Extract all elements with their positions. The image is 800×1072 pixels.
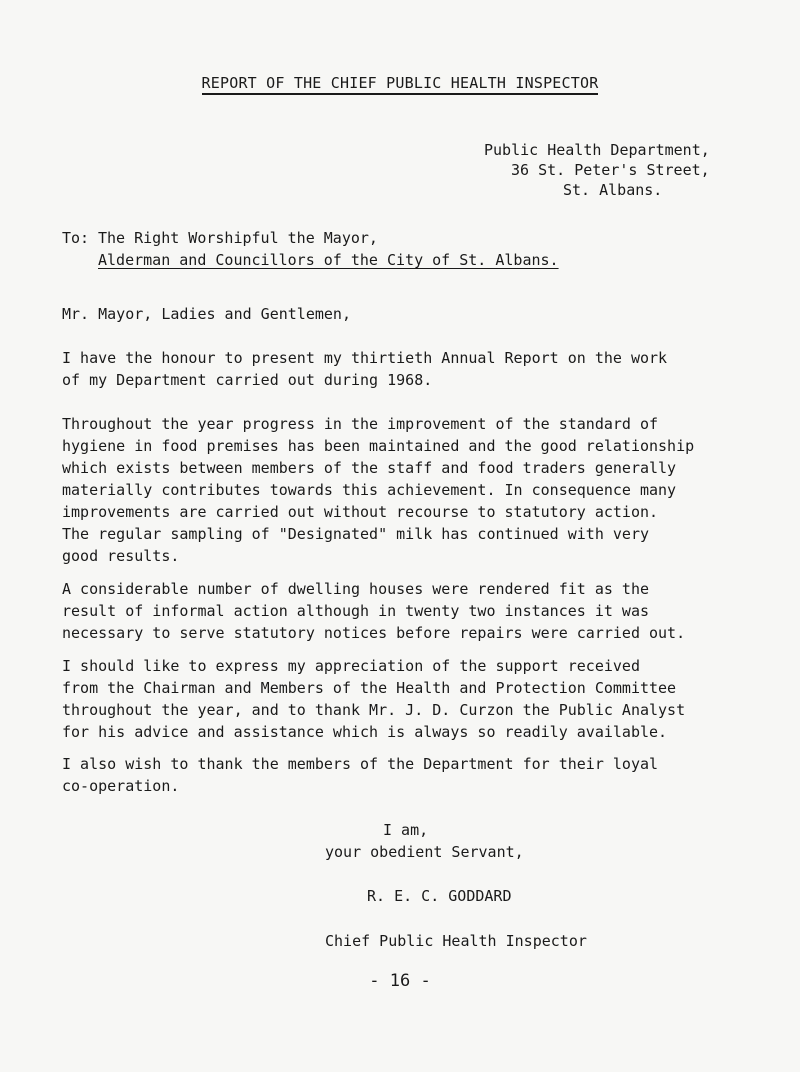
paragraph-5 bbox=[62, 655, 752, 743]
recipient-block bbox=[62, 227, 559, 271]
paragraph-text: The regular sampling of "Designated" milk has continued with very good results. bbox=[62, 525, 649, 565]
paragraph-2 bbox=[62, 413, 752, 523]
closing-line-1: I am, bbox=[383, 821, 429, 839]
recipient-line-1: The Right Worshipful the Mayor, bbox=[98, 229, 378, 247]
signatory-position: Chief Public Health Inspector bbox=[325, 932, 587, 950]
recipient-line-2: Alderman and Councillors of the City of St. Albans. bbox=[98, 251, 559, 269]
salutation-text: Mr. Mayor, Ladies and Gentlemen, bbox=[62, 305, 351, 323]
report-title-text: REPORT OF THE CHIEF PUBLIC HEALTH INSPECTOR bbox=[202, 74, 599, 95]
paragraph-3 bbox=[62, 523, 752, 567]
report-title bbox=[0, 74, 800, 92]
recipient-label: To: bbox=[62, 229, 90, 247]
sender-address bbox=[484, 140, 710, 200]
paragraph-6 bbox=[62, 753, 752, 797]
paragraph-text: I also wish to thank the members of the Department for their loyal co-operation. bbox=[62, 755, 659, 795]
paragraph-text: A considerable number of dwelling houses were rendered fit as the result of informal action although in twenty two instances it was necessary to serve statutory notices before repairs were carried out. bbox=[62, 580, 686, 642]
paragraph-4 bbox=[62, 578, 752, 644]
recipient-row-1 bbox=[62, 227, 559, 249]
page-number: - 16 - bbox=[369, 971, 431, 991]
paragraph-text: I should like to express my appreciation of the support received from the Chairman and Members of the Health and Protection Committee throughout the year, and to thank Mr. J. D. Curzon the Public Analyst for his advice and assistance which is always so readily available. bbox=[62, 657, 686, 741]
closing-line-2: your obedient Servant, bbox=[325, 843, 524, 861]
address-line-3: St. Albans. bbox=[563, 181, 663, 199]
address-line-2: 36 St. Peter's Street, bbox=[511, 161, 710, 179]
closing-block bbox=[325, 819, 587, 952]
signatory-name: R. E. C. GODDARD bbox=[367, 887, 512, 905]
paragraph-1 bbox=[62, 347, 752, 391]
paragraph-text: I have the honour to present my thirtieth Annual Report on the work of my Department carried out during 1968. bbox=[62, 349, 668, 389]
salutation bbox=[62, 303, 752, 325]
address-line-1: Public Health Department, bbox=[484, 141, 710, 159]
paragraph-text: Throughout the year progress in the improvement of the standard of hygiene in food premises has been maintained and the good relationship which exists between members of the staff and food traders generally materially contributes towards this achievement. In consequence many improvements are carried out without recourse to statutory action. bbox=[62, 415, 695, 521]
